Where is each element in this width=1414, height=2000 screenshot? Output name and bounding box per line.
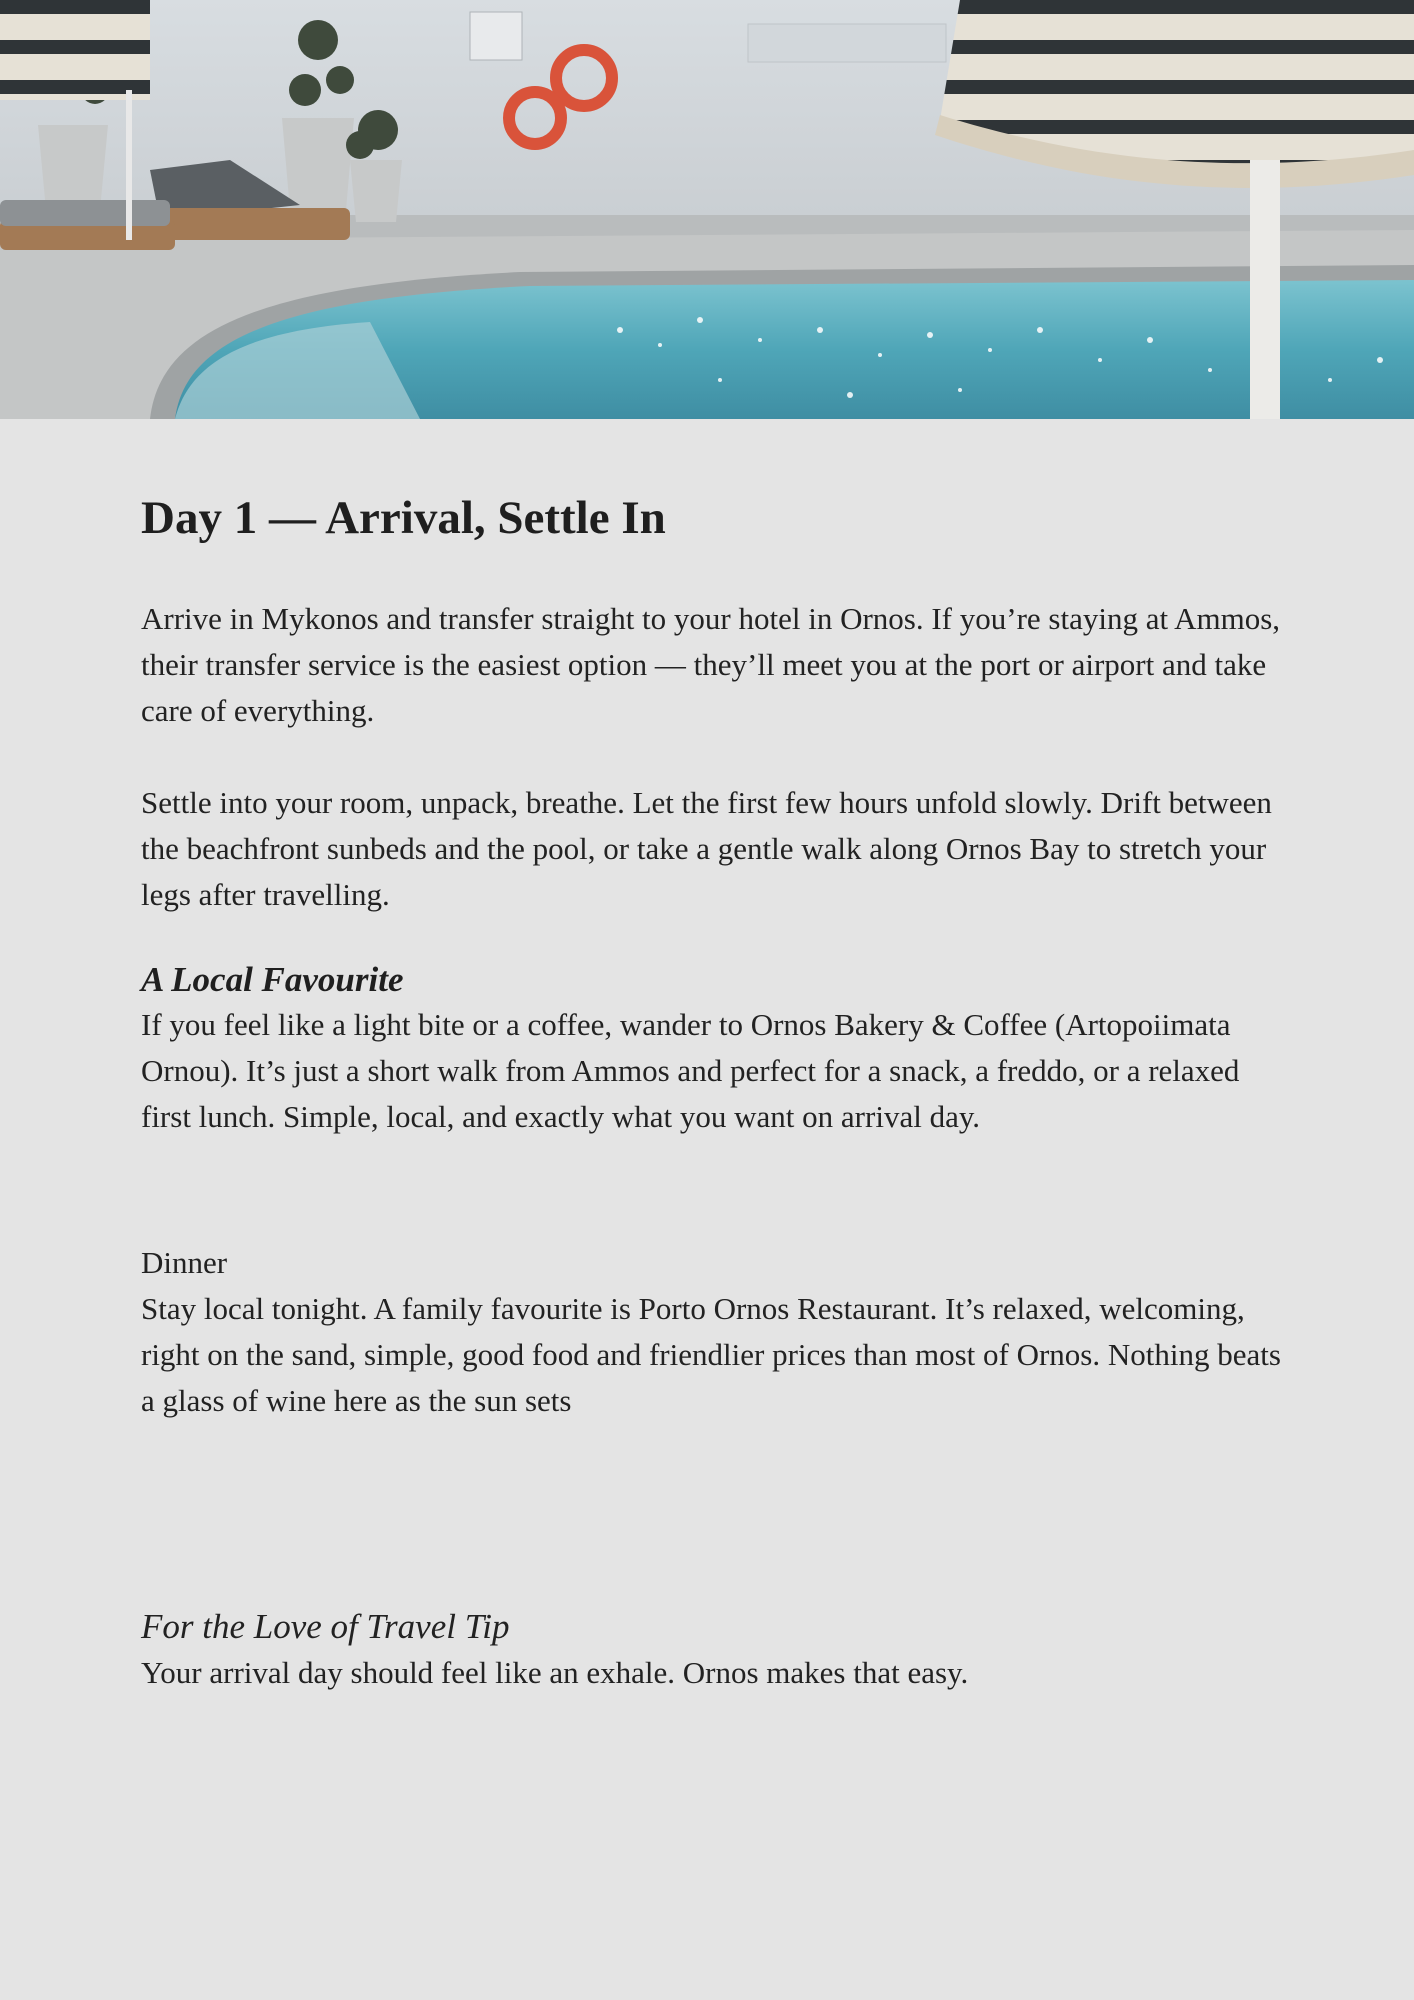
hero-photo: [0, 0, 1414, 419]
travel-tip-paragraph: Your arrival day should feel like an exhale. Ornos makes that easy.: [141, 1655, 969, 1690]
local-favourite-paragraph: If you feel like a light bite or a coffee, wander to Ornos Bakery & Coffee (Artopoiimata Ornou). It’s just a short walk from Ammos and perfect for a snack, a freddo, or a relaxed first lunch. Simple, local, and exactly what you want on arrival day.: [141, 1007, 1240, 1134]
dinner-paragraph: Stay local tonight. A family favourite is Porto Ornos Restaurant. It’s relaxed, welcoming, right on the sand, simple, good food and friendlier prices than most of Ornos. Nothing beats a glass of wine here as the sun sets: [141, 1291, 1281, 1418]
day-title: Day 1 — Arrival, Settle In: [141, 492, 666, 544]
itinerary-content: [141, 490, 1281, 1696]
dinner-label: Dinner: [141, 1245, 228, 1280]
travel-tip-label: For the Love of Travel Tip: [141, 1607, 510, 1646]
settle-paragraph: Settle into your room, unpack, breathe. Let the first few hours unfold slowly. Drift between the beachfront sunbeds and the pool, or take a gentle walk along Ornos Bay to stretch your legs after travelling.: [141, 785, 1272, 912]
local-favourite-heading: A Local Favourite: [141, 960, 404, 999]
intro-paragraph: Arrive in Mykonos and transfer straight to your hotel in Ornos. If you’re staying at Ammos, their transfer service is the easiest option — they’ll meet you at the port or airport and take care of everything.: [141, 601, 1281, 728]
pool-photo-icon: [0, 0, 1414, 419]
